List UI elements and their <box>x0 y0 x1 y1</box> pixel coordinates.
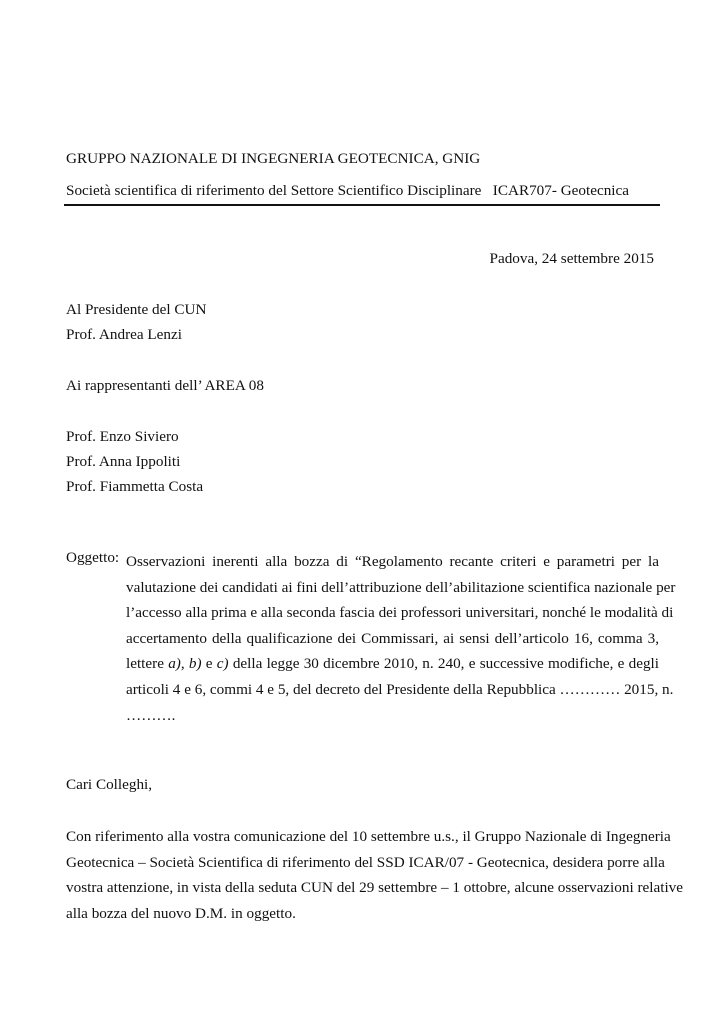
greeting: Cari Colleghi, <box>66 776 153 793</box>
subject-sep: , <box>180 655 189 673</box>
subject-line: ………. <box>126 706 176 724</box>
body-paragraph <box>66 824 684 926</box>
subject-line: valutazione dei candidati ai fini dell’attribuzione dell’abilitazione scientifica nazionale per <box>126 578 676 596</box>
body-line: Con riferimento alla vostra comunicazione del 10 settembre u.s., il Gruppo Nazionale di Ingegneria <box>66 828 671 845</box>
recipient-president-role: Al Presidente del CUN <box>66 301 207 318</box>
subject-text <box>126 549 676 728</box>
recipient-name: Prof. Fiammetta Costa <box>66 478 204 495</box>
subject-letter-b: b) <box>188 655 202 673</box>
recipient-name: Prof. Enzo Siviero <box>66 428 179 445</box>
header-title: GRUPPO NAZIONALE DI INGEGNERIA GEOTECNICA, GNIG <box>66 150 481 167</box>
subject-line <box>126 651 659 677</box>
body-line: vostra attenzione, in vista della seduta CUN del 29 settembre – 1 ottobre, alcune osservazioni relative <box>66 879 684 897</box>
subject-line: l’accesso alla prima e alla seconda fascia dei professori universitari, nonché le modalità di <box>126 604 674 622</box>
subject-line-prefix: lettere <box>126 655 169 673</box>
date-line: Padova, 24 settembre 2015 <box>489 250 654 267</box>
body-line: Geotecnica – Società Scientifica di riferimento del SSD ICAR/07 - Geotecnica, desidera porre alla <box>66 853 665 871</box>
recipient-president-name: Prof. Andrea Lenzi <box>66 326 182 343</box>
subject-line: accertamento della qualificazione dei Commissari, ai sensi dell’articolo 16, comma 3, <box>126 629 659 647</box>
body-line: alla bozza del nuovo D.M. in oggetto. <box>66 904 296 922</box>
subject-line-rest: della legge 30 dicembre 2010, n. 240, e successive modifiche, e degli <box>228 655 659 673</box>
subject-sep: e <box>201 655 217 673</box>
header-subtitle: Società scientifica di riferimento del Settore Scientifico Disciplinare ICAR707- Geotecnica <box>66 182 630 199</box>
subject-letter-a: a) <box>168 655 181 673</box>
subject-label: Oggetto: <box>66 549 120 566</box>
recipient-name: Prof. Anna Ippoliti <box>66 453 181 470</box>
recipient-area-line: Ai rappresentanti dell’ AREA 08 <box>66 377 264 394</box>
subject-line: Osservazioni inerenti alla bozza di “Regolamento recante criteri e parametri per la <box>126 553 659 570</box>
subject-line: articoli 4 e 6, commi 4 e 5, del decreto del Presidente della Repubblica ………… 2015, n. <box>126 680 674 698</box>
header-divider <box>64 204 660 206</box>
subject-letter-c: c) <box>216 655 229 673</box>
